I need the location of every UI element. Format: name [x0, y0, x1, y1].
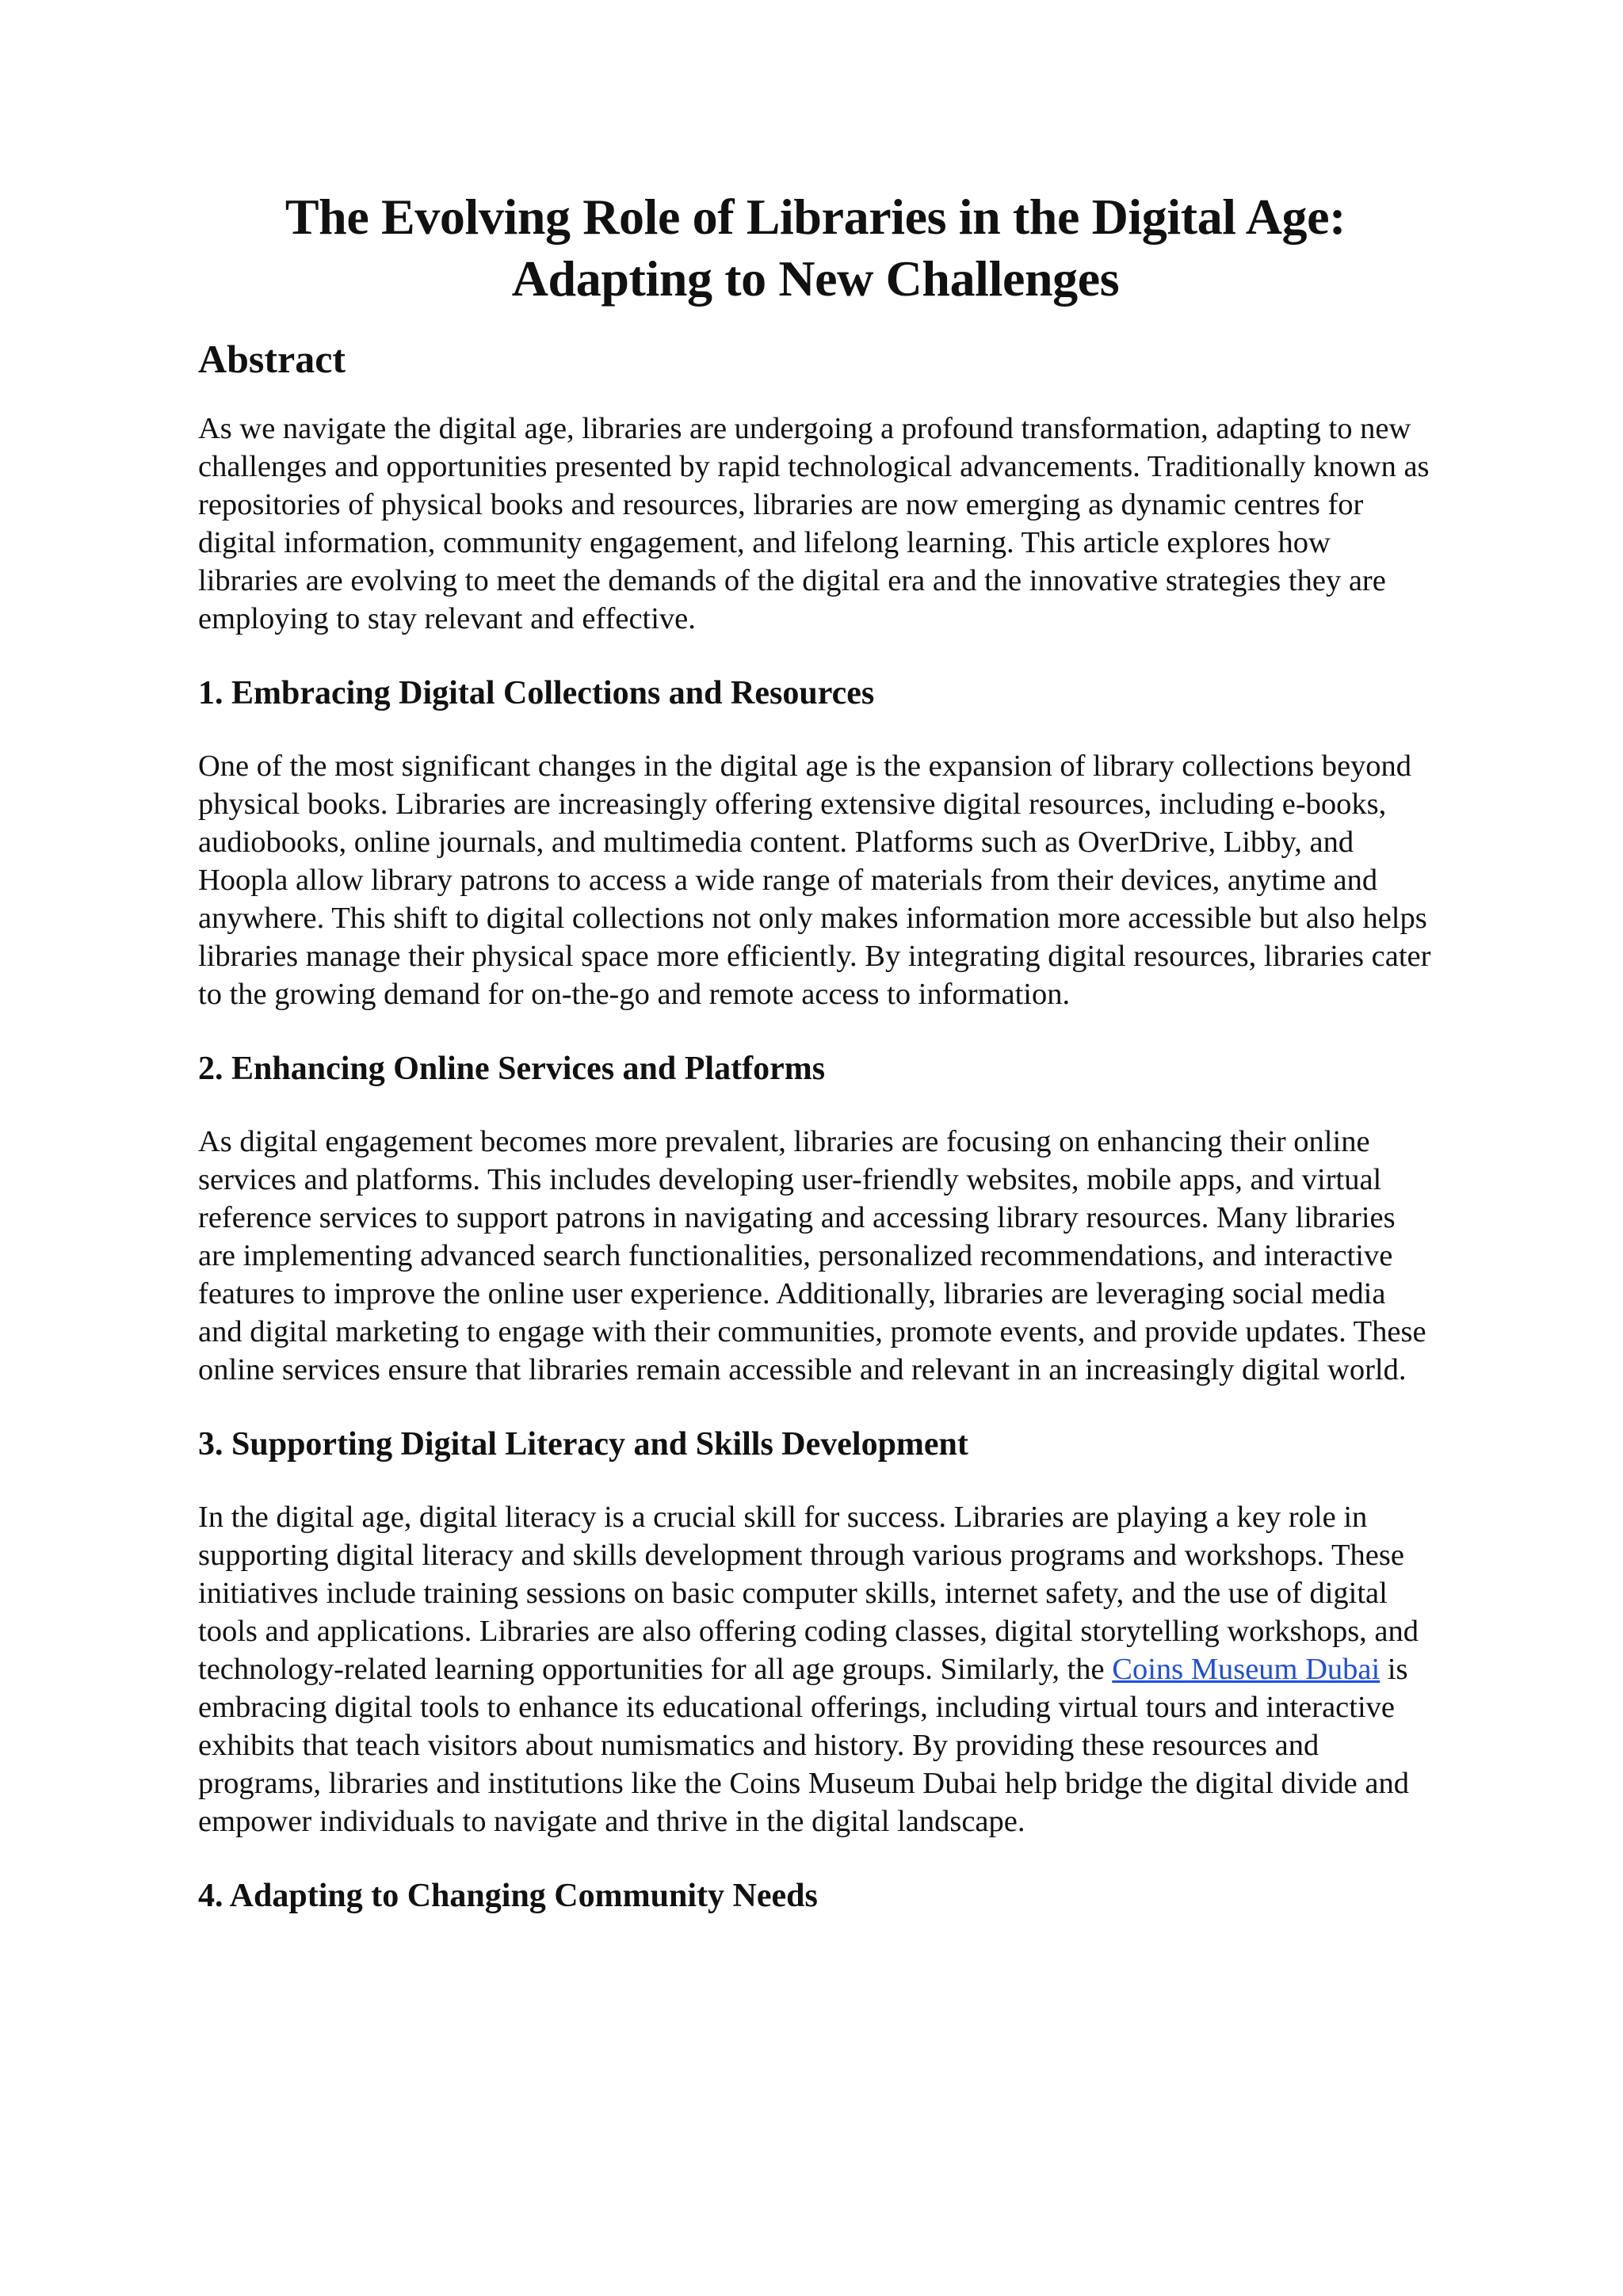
- section-1-heading: 1. Embracing Digital Collections and Resources: [198, 675, 875, 711]
- title-line-1: The Evolving Role of Libraries in the Digital Age:: [285, 189, 1346, 245]
- section-3-text-after-link: is embracing digital tools to enhance its educational offerings, including virtual tours and interactive exhibits that teach visitors about numismatics and history. By providing these resources and programs, libraries and institutions like the Coins Museum Dubai help bridge the digital divide and empower individuals to navigate and thrive in the digital landscape.: [198, 1653, 1409, 1838]
- abstract-heading: Abstract: [198, 337, 346, 381]
- section-2-paragraph: As digital engagement becomes more prevalent, libraries are focusing on enhancing their online services and platforms. This includes developing user-friendly websites, mobile apps, and virtual reference services to support patrons in navigating and accessing library resources. Many libraries are implementing advanced search functionalities, personalized recommendations, and interactive features to improve the online user experience. Additionally, libraries are leveraging social media and digital marketing to engage with their communities, promote events, and provide updates. These online services ensure that libraries remain accessible and relevant in an increasingly digital world.: [198, 1125, 1426, 1386]
- document-title: [198, 186, 1433, 310]
- section-2-heading: 2. Enhancing Online Services and Platforms: [198, 1051, 826, 1087]
- section-4-heading: 4. Adapting to Changing Community Needs: [198, 1878, 818, 1914]
- abstract-paragraph: As we navigate the digital age, libraries are undergoing a profound transformation, adapting to new challenges and opportunities presented by rapid technological advancements. Traditionally known as repositories of physical books and resources, libraries are now emerging as dynamic centres for digital information, community engagement, and lifelong learning. This article explores how libraries are evolving to meet the demands of the digital era and the innovative strategies they are employing to stay relevant and effective.: [198, 412, 1430, 635]
- section-3-text-before-link: In the digital age, digital literacy is a crucial skill for success. Libraries are playing a key role in supporting digital literacy and skills development through various programs and workshops. These initiatives include training sessions on basic computer skills, internet safety, and the use of digital tools and applications. Libraries are also offering coding classes, digital storytelling workshops, and technology-related learning opportunities for all age groups. Similarly, the: [198, 1501, 1419, 1686]
- title-line-2: Adapting to New Challenges: [511, 250, 1120, 307]
- section-1-paragraph: One of the most significant changes in the digital age is the expansion of library collections beyond physical books. Libraries are increasingly offering extensive digital resources, including e-books, audiobooks, online journals, and multimedia content. Platforms such as OverDrive, Libby, and Hoopla allow library patrons to access a wide range of materials from their devices, anytime and anywhere. This shift to digital collections not only makes information more accessible but also helps libraries manage their physical space more efficiently. By integrating digital resources, libraries cater to the growing demand for on-the-go and remote access to information.: [198, 749, 1431, 1011]
- coins-museum-dubai-link[interactable]: Coins Museum Dubai: [1112, 1653, 1381, 1686]
- section-3-heading: 3. Supporting Digital Literacy and Skills Development: [198, 1426, 968, 1463]
- section-3-paragraph: [198, 1498, 1433, 1840]
